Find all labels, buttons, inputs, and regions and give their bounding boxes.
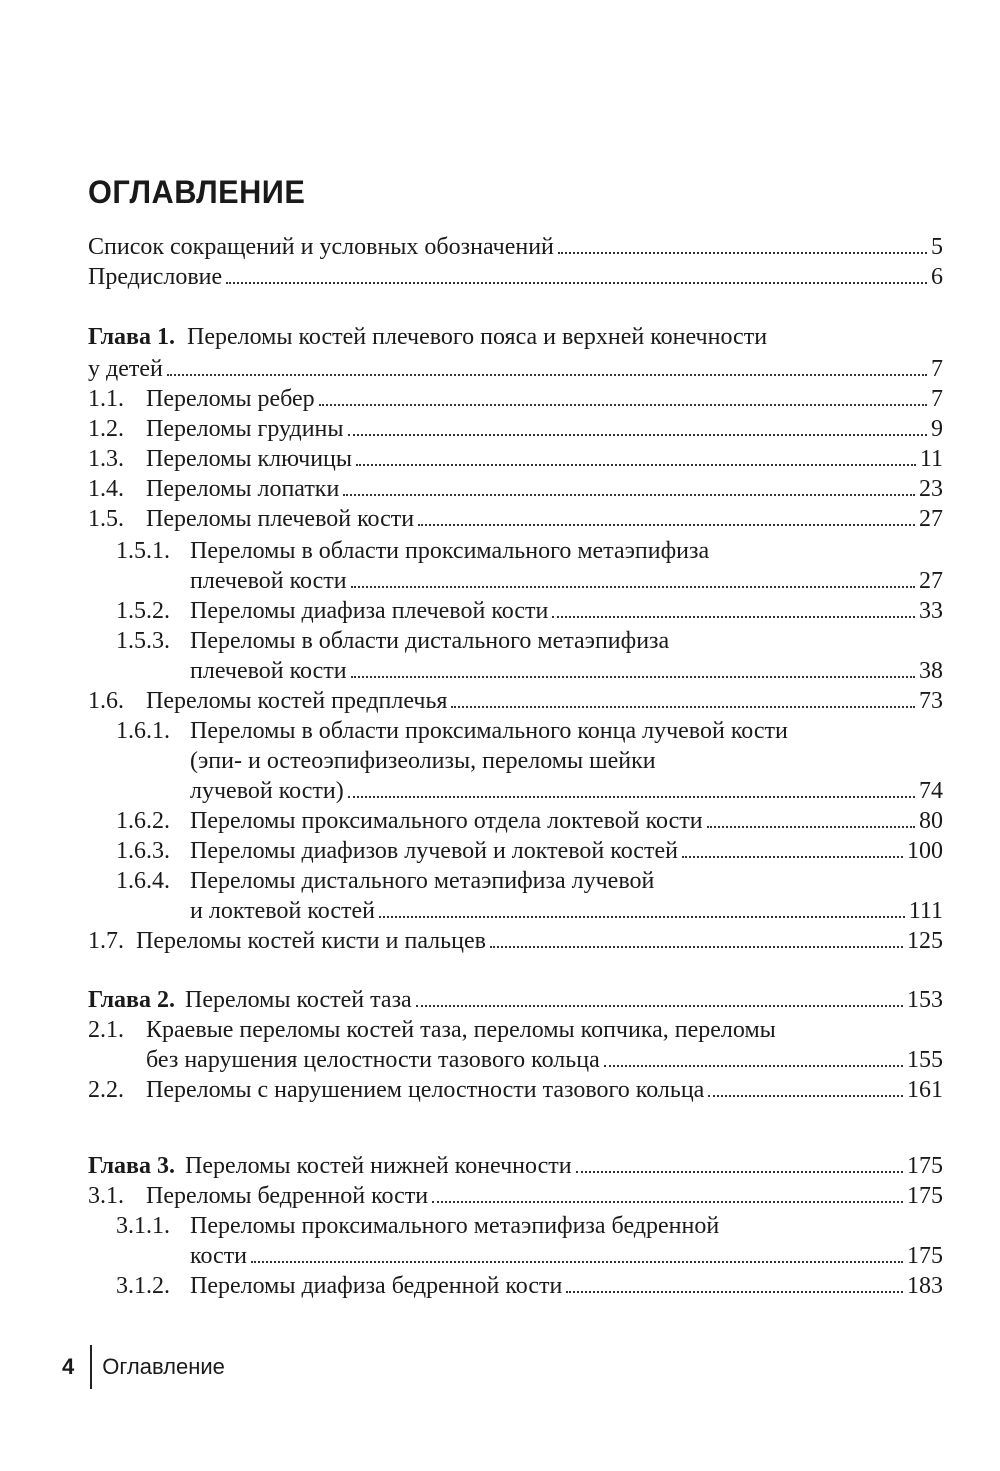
toc-entry-1-2[interactable] bbox=[88, 414, 943, 444]
toc-entry-text: Список сокращений и условных обозначений bbox=[88, 234, 554, 260]
toc-entry-page: 33 bbox=[919, 598, 943, 624]
toc-entry-page: 153 bbox=[907, 987, 943, 1013]
toc-entry-number: 2.2. bbox=[88, 1077, 124, 1103]
toc-entry-chapter-1[interactable] bbox=[88, 354, 943, 384]
toc-entry-1-5[interactable] bbox=[88, 504, 943, 534]
toc-entry-page: 11 bbox=[919, 446, 943, 472]
toc-entry-chapter-3[interactable] bbox=[88, 1151, 943, 1181]
toc-entry-text: Переломы проксимального отдела локтевой кости bbox=[190, 808, 703, 834]
dot-leader bbox=[226, 282, 927, 284]
toc-entry-text: лучевой кости) bbox=[190, 778, 344, 804]
toc-entry-page: 175 bbox=[907, 1183, 943, 1209]
toc-entry-text: Переломы бедренной кости bbox=[146, 1183, 429, 1209]
toc-entry-page: 175 bbox=[907, 1153, 943, 1179]
toc-entry-page: 125 bbox=[907, 928, 943, 954]
chapter-title-cont: у детей bbox=[88, 356, 163, 382]
toc-entry-text: Переломы лопатки bbox=[146, 476, 340, 502]
toc-entry-1-5-3-line1 bbox=[116, 626, 943, 656]
toc-entry-text: Переломы грудины bbox=[146, 416, 344, 442]
toc-entry-page: 175 bbox=[907, 1243, 943, 1269]
toc-entry-text: (эпи- и остеоэпифизеолизы, переломы шейки bbox=[190, 748, 656, 774]
chapter-label: Глава 3. bbox=[88, 1153, 175, 1179]
toc-entry-page: 5 bbox=[931, 234, 943, 260]
toc-entry-text: Переломы ключицы bbox=[146, 446, 353, 472]
dot-leader bbox=[552, 616, 915, 618]
page-number: 4 bbox=[62, 1354, 75, 1379]
toc-entry-text: Переломы костей предплечья bbox=[146, 688, 448, 714]
toc-entry-page: 74 bbox=[919, 778, 943, 804]
toc-entry-chapter-2[interactable] bbox=[88, 985, 943, 1015]
toc-entry-3-1-1[interactable] bbox=[190, 1241, 943, 1271]
toc-entry-1-6-1-line1 bbox=[116, 716, 943, 746]
dot-leader bbox=[708, 1095, 903, 1097]
toc-entry-3-1-1-line1 bbox=[116, 1211, 943, 1241]
chapter-title: Переломы костей нижней конечности bbox=[185, 1153, 572, 1179]
toc-entry-page: 6 bbox=[931, 264, 943, 290]
dot-leader bbox=[251, 1261, 903, 1263]
toc-entry-1-6-4[interactable] bbox=[190, 896, 943, 926]
toc-entry-page: 183 bbox=[907, 1273, 943, 1299]
toc-entry-number: 1.6.1. bbox=[116, 718, 170, 744]
toc-entry-1-6[interactable] bbox=[88, 686, 943, 716]
toc-entry-text: Переломы проксимального метаэпифиза бедренной bbox=[190, 1213, 720, 1239]
toc-entry-1-6-2[interactable] bbox=[116, 806, 943, 836]
toc-entry-page: 27 bbox=[919, 568, 943, 594]
toc-entry-number: 1.5.2. bbox=[116, 598, 170, 624]
dot-leader bbox=[343, 494, 915, 496]
dot-leader bbox=[348, 796, 915, 798]
toc-entry-1-7[interactable] bbox=[88, 926, 943, 956]
toc-entry-text: и локтевой костей bbox=[190, 898, 375, 924]
dot-leader bbox=[604, 1065, 903, 1067]
dot-leader bbox=[558, 252, 927, 254]
dot-leader bbox=[348, 434, 927, 436]
toc-entry-text: кости bbox=[190, 1243, 248, 1269]
dot-leader bbox=[356, 464, 916, 466]
dot-leader bbox=[432, 1201, 903, 1203]
toc-entry-number: 1.6. bbox=[88, 688, 124, 714]
toc-entry-page: 38 bbox=[919, 658, 943, 684]
dot-leader bbox=[707, 826, 915, 828]
toc-entry-text: Переломы ребер bbox=[146, 386, 315, 412]
toc-entry-2-2[interactable] bbox=[88, 1075, 943, 1105]
dot-leader bbox=[576, 1171, 903, 1173]
toc-entry-1-5-3[interactable] bbox=[190, 656, 943, 686]
toc-entry-text: Краевые переломы костей таза, переломы копчика, переломы bbox=[146, 1017, 776, 1043]
toc-entry-1-6-1[interactable] bbox=[190, 776, 943, 806]
dot-leader bbox=[319, 404, 927, 406]
toc-entry-1-4[interactable] bbox=[88, 474, 943, 504]
toc-entry-3-1-2[interactable] bbox=[116, 1271, 943, 1301]
dot-leader bbox=[490, 946, 903, 948]
toc-entry-number: 1.4. bbox=[88, 476, 124, 502]
toc-entry-page: 9 bbox=[931, 416, 943, 442]
dot-leader bbox=[418, 524, 915, 526]
toc-entry-number: 2.1. bbox=[88, 1017, 124, 1043]
chapter-label: Глава 2. bbox=[88, 987, 175, 1013]
toc-entry-text: плечевой кости bbox=[190, 568, 347, 594]
toc-entry-page: 73 bbox=[919, 688, 943, 714]
toc-entry-number: 1.2. bbox=[88, 416, 124, 442]
toc-entry-number: 3.1.2. bbox=[116, 1273, 170, 1299]
toc-entry-text: Переломы в области проксимального конца лучевой кости bbox=[190, 718, 788, 744]
toc-entry-text: Переломы дистального метаэпифиза лучевой bbox=[190, 868, 655, 894]
toc-entry-number: 1.6.3. bbox=[116, 838, 170, 864]
dot-leader bbox=[682, 856, 903, 858]
toc-entry-preface[interactable] bbox=[88, 262, 943, 292]
toc-entry-text: без нарушения целостности тазового кольца bbox=[146, 1047, 600, 1073]
toc-entry-text: Переломы диафиза плечевой кости bbox=[190, 598, 549, 624]
toc-entry-text: Переломы с нарушением целостности тазового кольца bbox=[146, 1077, 705, 1103]
dot-leader bbox=[379, 916, 905, 918]
running-footer bbox=[62, 1345, 225, 1389]
chapter-label: Глава 1. bbox=[88, 324, 175, 350]
toc-entry-text: Переломы плечевой кости bbox=[146, 506, 415, 532]
toc-entry-number: 1.7. bbox=[88, 928, 124, 954]
toc-entry-number: 1.6.2. bbox=[116, 808, 170, 834]
chapter-title: Переломы костей таза bbox=[185, 987, 412, 1013]
page-title: ОГЛАВЛЕНИЕ bbox=[88, 174, 306, 210]
toc-entry-number: 3.1.1. bbox=[116, 1213, 170, 1239]
toc-entry-1-6-3[interactable] bbox=[116, 836, 943, 866]
toc-entry-text: Переломы в области проксимального метаэпифиза bbox=[190, 538, 710, 564]
toc-entry-1-6-1-line2 bbox=[190, 746, 943, 776]
chapter-1-heading bbox=[88, 322, 943, 352]
toc-entry-text: плечевой кости bbox=[190, 658, 347, 684]
toc-entry-2-1[interactable] bbox=[146, 1045, 943, 1075]
dot-leader bbox=[351, 586, 915, 588]
toc-entry-page: 161 bbox=[907, 1077, 943, 1103]
toc-entry-3-1[interactable] bbox=[88, 1181, 943, 1211]
toc-entry-number: 1.6.4. bbox=[116, 868, 170, 894]
toc-entry-page: 100 bbox=[907, 838, 943, 864]
toc-entry-page: 23 bbox=[919, 476, 943, 502]
toc-entry-text: Переломы костей кисти и пальцев bbox=[136, 928, 486, 954]
dot-leader bbox=[351, 676, 915, 678]
dot-leader bbox=[167, 374, 927, 376]
dot-leader bbox=[566, 1291, 903, 1293]
toc-entry-1-6-4-line1 bbox=[116, 866, 943, 896]
chapter-title: Переломы костей плечевого пояса и верхней конечности bbox=[187, 324, 768, 350]
dot-leader bbox=[416, 1005, 903, 1007]
toc-entry-text: Переломы в области дистального метаэпифиза bbox=[190, 628, 670, 654]
toc-entry-number: 1.1. bbox=[88, 386, 124, 412]
toc-entry-page: 80 bbox=[919, 808, 943, 834]
toc-entry-number: 1.5. bbox=[88, 506, 124, 532]
toc-entry-number: 1.5.1. bbox=[116, 538, 170, 564]
toc-entry-text: Переломы диафиза бедренной кости bbox=[190, 1273, 563, 1299]
dot-leader bbox=[451, 706, 915, 708]
toc-entry-page: 155 bbox=[907, 1047, 943, 1073]
toc-entry-number: 1.3. bbox=[88, 446, 124, 472]
toc-entry-page: 7 bbox=[931, 356, 943, 382]
toc-entry-1-5-1[interactable] bbox=[190, 566, 943, 596]
toc-entry-number: 1.5.3. bbox=[116, 628, 170, 654]
toc-entry-page: 111 bbox=[908, 898, 943, 924]
toc-entry-text: Предисловие bbox=[88, 264, 223, 290]
toc-entry-2-1-line1 bbox=[88, 1015, 943, 1045]
toc-entry-number: 3.1. bbox=[88, 1183, 124, 1209]
toc-entry-1-5-1-line1 bbox=[116, 536, 943, 566]
toc-entry-page: 27 bbox=[919, 506, 943, 532]
toc-entry-page: 7 bbox=[931, 386, 943, 412]
footer-divider bbox=[90, 1345, 92, 1389]
toc-entry-1-5-2[interactable] bbox=[116, 596, 943, 626]
toc-entry-1-3[interactable] bbox=[88, 444, 943, 474]
toc-entry-1-1[interactable] bbox=[88, 384, 943, 414]
toc-entry-text: Переломы диафизов лучевой и локтевой костей bbox=[190, 838, 678, 864]
footer-section: Оглавление bbox=[102, 1354, 225, 1379]
toc-entry-abbreviations[interactable] bbox=[88, 232, 943, 262]
